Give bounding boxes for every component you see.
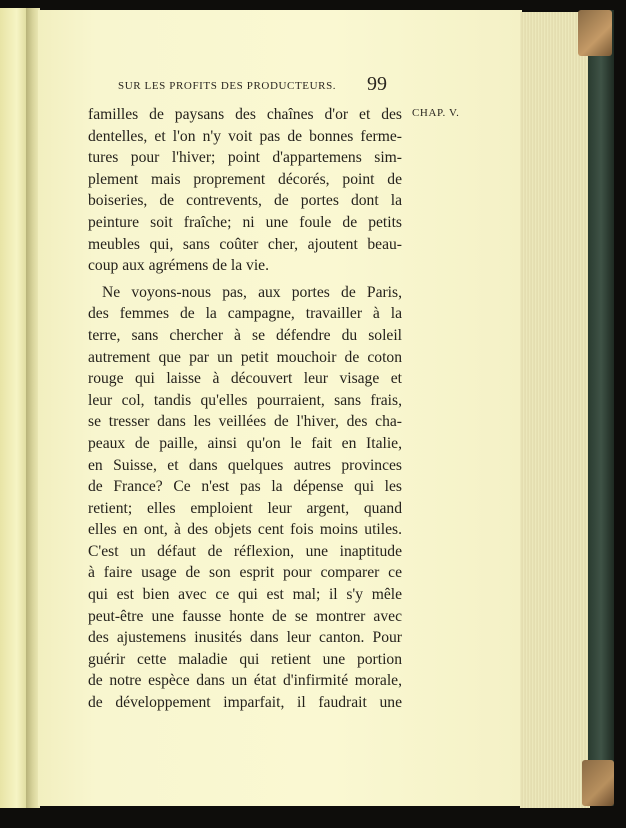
chapter-margin-note: CHAP. V. xyxy=(412,107,460,119)
text-line: coup aux agrémens de la vie. xyxy=(88,257,269,275)
text-line: retient; elles emploient leur argent, quand xyxy=(88,499,402,517)
text-line: plement mais proprement décorés, point de xyxy=(88,170,402,188)
body-text xyxy=(88,104,402,714)
text-line: tures pour l'hiver; point d'appartemens sim- xyxy=(88,149,402,167)
text-line: familles de paysans des chaînes d'or et des xyxy=(88,106,402,123)
text-line: autrement que par un petit mouchoir de coton xyxy=(88,348,402,366)
text-line: peaux de paille, ainsi qu'on le fait en Italie, xyxy=(88,434,402,452)
cover-corner-bottom xyxy=(582,760,614,806)
text-line: à faire usage de son esprit pour comparer ce xyxy=(88,564,402,582)
text-line: qui est bien avec ce qui est mal; il s'y mêle xyxy=(88,586,402,604)
text-line: dentelles, et l'on n'y voit pas de bonnes ferme- xyxy=(88,127,402,145)
text-line: elles en ont, à des objets cent fois moins utiles. xyxy=(88,521,402,539)
text-line: Ne voyons-nous pas, aux portes de Paris, xyxy=(102,283,402,301)
facing-page-edge xyxy=(0,8,28,808)
text-line: des femmes de la campagne, travailler à la xyxy=(88,305,402,323)
text-line: boiseries, de contrevents, de portes dont la xyxy=(88,192,402,210)
text-line: de notre espèce dans un état d'infirmité morale, xyxy=(88,672,402,690)
text-line: en Suisse, et dans quelques autres provinces xyxy=(88,456,402,474)
text-line: de développement imparfait, il faudrait une xyxy=(88,694,402,712)
text-line: se tresser dans les veillées de l'hiver, des cha- xyxy=(88,413,402,431)
text-line: rouge qui laisse à découvert leur visage et xyxy=(88,370,402,388)
text-line: peinture soit fraîche; ni une foule de petits xyxy=(88,213,402,231)
book-cover-spine xyxy=(588,10,614,806)
page-number: 99 xyxy=(367,73,387,95)
text-line: guérir cette maladie qui retient une portion xyxy=(88,650,402,668)
text-line: terre, sans chercher à se défendre du soleil xyxy=(88,326,402,344)
text-line: des ajustemens inusités dans leur canton. Pour xyxy=(88,629,402,647)
text-line: C'est un défaut de réflexion, une inaptitude xyxy=(88,542,402,560)
cover-corner-top xyxy=(578,10,612,56)
text-line: leur col, tandis qu'elles pourraient, sans frais, xyxy=(88,391,402,409)
text-line: meubles qui, sans coûter cher, ajoutent beau- xyxy=(88,235,402,253)
page-stack-edges xyxy=(520,12,590,808)
text-line: de France? Ce n'est pas la dépense qui les xyxy=(88,478,402,496)
text-line: peut-être une fausse honte de se montrer avec xyxy=(88,607,402,625)
running-title: SUR LES PROFITS DES PRODUCTEURS. xyxy=(118,80,337,92)
